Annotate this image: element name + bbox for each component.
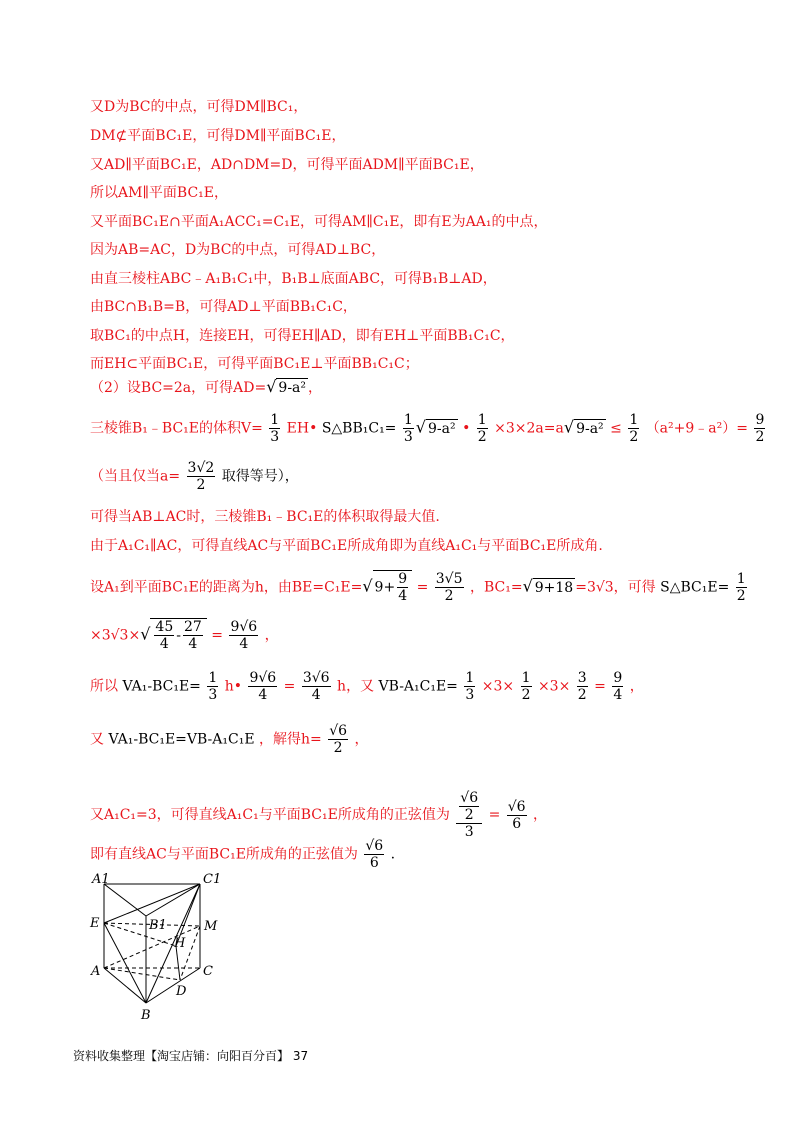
label-d: D bbox=[176, 984, 187, 999]
proof-line-10: 而EH⊂平面BC₁E，可得平面BC₁E⊥平面BB₁C₁C； bbox=[90, 356, 419, 372]
page-footer: 资料收集整理【淘宝店铺：向阳百分百】 37 bbox=[73, 1049, 309, 1063]
max-volume-line: 可得当AB⊥AC时，三棱锥B₁﹣BC₁E的体积取得最大值. bbox=[90, 509, 440, 525]
solve-h-line: 又 VA₁-BC₁E=VB-A₁C₁E ，解得h= $\frac{√6}{2}$ ， bbox=[90, 723, 369, 756]
angle-equivalence-line: 由于A₁C₁∥AC，可得直线AC与平面BC₁E所成角即为直线A₁C₁与平面BC₁E所成角. bbox=[90, 538, 603, 554]
label-c: C bbox=[203, 964, 213, 979]
area-line: ×3√3×√ $\frac{45}{4}$ - $\frac{27}{4}$ = $\frac{9√6}{4}$ ， bbox=[90, 619, 279, 652]
prism-figure bbox=[80, 868, 230, 1028]
label-b: B bbox=[141, 1008, 151, 1023]
final-answer-line: 即有直线AC与平面BC₁E所成角的正弦值为 $\frac{√6}{6}$ . bbox=[90, 838, 396, 871]
label-a: A bbox=[91, 964, 101, 979]
proof-line-2: DM⊄平面BC₁E，可得DM∥平面BC₁E， bbox=[90, 128, 346, 144]
proof-line-6: 因为AB=AC，D为BC的中点，可得AD⊥BC， bbox=[90, 242, 386, 258]
equality-condition-line: （当且仅当a= $\frac{3√2}{2}$ 取得等号）， bbox=[90, 460, 299, 493]
proof-line-5: 又平面BC₁E∩平面A₁ACC₁=C₁E，可得AM∥C₁E，即有E为AA₁的中点， bbox=[90, 214, 548, 230]
label-e: E bbox=[90, 916, 100, 931]
proof-line-1: 又D为BC的中点，可得DM∥BC₁， bbox=[90, 99, 308, 115]
proof-line-7: 由直三棱柱ABC﹣A₁B₁C₁中，B₁B⊥底面ABC，可得B₁B⊥AD， bbox=[90, 271, 497, 287]
proof-line-3: 又AD∥平面BC₁E，AD∩DM=D，可得平面ADM∥平面BC₁E， bbox=[90, 157, 484, 173]
label-h: H bbox=[174, 936, 186, 951]
label-a1: A1 bbox=[92, 872, 110, 887]
label-m: M bbox=[204, 919, 218, 934]
proof-line-4: 所以AM∥平面BC₁E， bbox=[90, 185, 229, 201]
volume-compare-line: 所以 VA₁-BC₁E= $\frac{1}{3}$ h• $\frac{9√6}{4}$ = $\frac{3√6}{4}$ h，又 VB-A₁C₁E= $\frac{1}{3}$ ×3× $\frac{1}{2}$ ×3× $\frac{3}{2}$ = $\frac{9}{4}$ ， bbox=[90, 670, 644, 703]
proof-line-9: 取BC₁的中点H，连接EH，可得EH∥AD，即有EH⊥平面BB₁C₁C， bbox=[90, 328, 515, 344]
volume-line: 三棱锥B₁﹣BC₁E的体积V= $\frac{1}{3}$ EH• S△BB₁C₁= $\frac{1}{3}$ √ 9-a² • $\frac{1}{2}$ ×3×2a=a√ 9-a² ≤ $\frac{1}{2}$ （a²+9﹣a²）= $\frac{9}{2}$ bbox=[90, 412, 765, 445]
sine-value-line: 又A₁C₁=3，可得直线A₁C₁与平面BC₁E所成角的正弦值为 $\frac{\frac{√6}{2}}{3}$ = $\frac{√6}{6}$ ， bbox=[90, 790, 548, 840]
label-b1: B1 bbox=[149, 918, 167, 933]
label-c1: C1 bbox=[203, 872, 222, 887]
part2-line-1: （2）设BC=2a，可得AD=√ 9-a² ， bbox=[90, 377, 323, 396]
proof-line-8: 由BC∩B₁B=B，可得AD⊥平面BB₁C₁C， bbox=[90, 299, 357, 315]
distance-line: 设A₁到平面BC₁E的距离为h，由BE=C₁E=√ 9+ $\frac{9}{4}$ = $\frac{3√5}{2}$ ，BC₁=√ 9+18 =3√3，可得 S△BC₁E= $\frac{1}{2}$ bbox=[90, 571, 746, 604]
